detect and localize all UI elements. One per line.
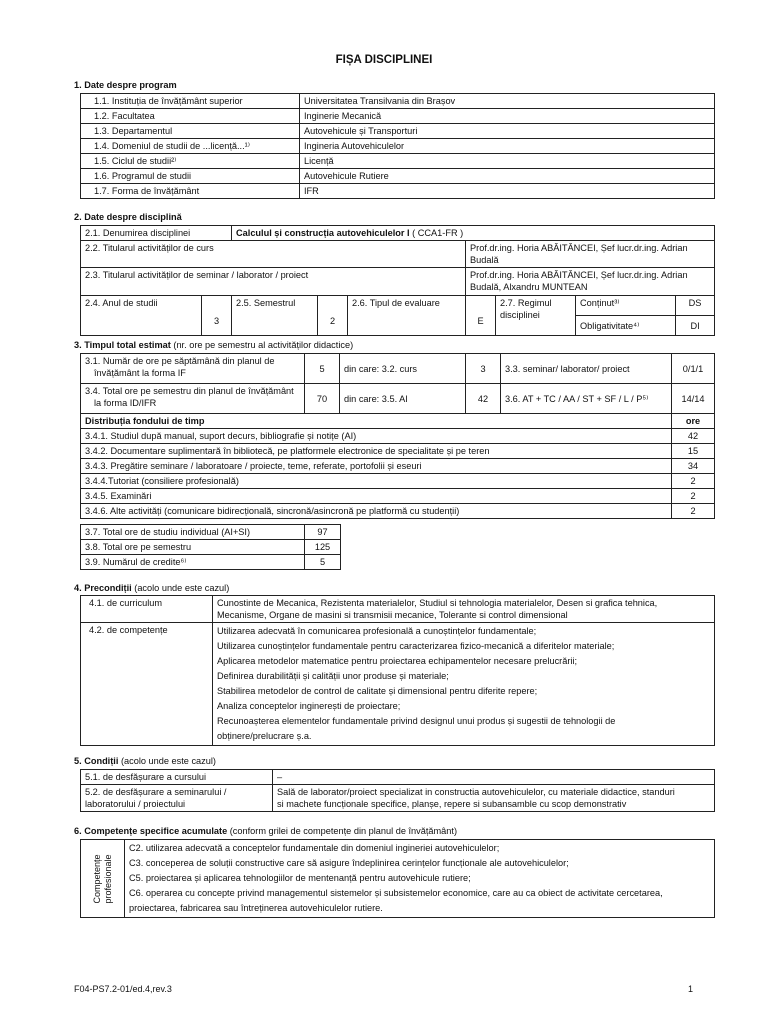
totals-table xyxy=(80,524,341,570)
curriculum-label: 4.1. de curriculum xyxy=(81,596,213,623)
seminar-conditions-label: 5.2. de desfășurare a seminarului / laboratorului / proiectului xyxy=(81,785,273,812)
content-label: Conținut³⁾ xyxy=(576,296,676,316)
competence-item: C5. proiectarea și aplicarea tehnologiilor de mentenanță pentru autovehicule rutiere; xyxy=(129,873,471,883)
distribution-row xyxy=(81,459,715,474)
weekly-hours-value: 5 xyxy=(305,354,340,384)
program-row xyxy=(81,169,715,184)
study-year-label: 2.4. Anul de studii xyxy=(81,296,202,336)
section-3-heading: 3. Timpul total estimat (nr. ore pe semestru al activităților didactice) xyxy=(74,340,354,350)
competence-line: obținere/prelucrare ș.a. xyxy=(217,731,312,741)
section-5-heading: 5. Condiții (acolo unde este cazul) xyxy=(74,756,216,766)
distribution-row-label: 3.4.1. Studiul după manual, suport decurs, bibliografie și notițe (AI) xyxy=(81,429,672,444)
program-row xyxy=(81,154,715,169)
preconditions-table xyxy=(80,595,715,746)
discipline-name-value: Calculul și construcția autovehiculelor I ( CCA1-FR ) xyxy=(232,226,715,241)
distribution-row xyxy=(81,444,715,459)
program-row xyxy=(81,139,715,154)
program-row xyxy=(81,109,715,124)
evaluation-label: 2.6. Tipul de evaluare xyxy=(348,296,466,336)
page-title: FIȘA DISCIPLINEI xyxy=(335,54,433,66)
weekly-hours-label: 3.1. Număr de ore pe săptămână din planul de învățământ la forma IF xyxy=(81,354,305,384)
course-conditions-label: 5.1. de desfășurare a cursului xyxy=(81,770,273,785)
program-row-value: Ingineria Autovehiculelor xyxy=(300,139,715,154)
competences-table xyxy=(80,839,715,918)
program-row-value: Universitatea Transilvania din Brașov xyxy=(300,94,715,109)
section-6-heading: 6. Competențe specifice acumulate (conform grilei de competențe din planul de învățământ) xyxy=(74,826,458,836)
distribution-row-value: 15 xyxy=(672,444,715,459)
obligation-label: Obligativitate⁴⁾ xyxy=(576,316,676,336)
study-year-value: 3 xyxy=(202,296,232,336)
program-row-label: 1.5. Ciclul de studii²⁾ xyxy=(81,154,300,169)
distribution-row-value: 2 xyxy=(672,474,715,489)
program-row-label: 1.6. Programul de studii xyxy=(81,169,300,184)
distribution-row-value: 42 xyxy=(672,429,715,444)
seminar-holder-value: Prof.dr.ing. Horia ABĂITĂNCEI, Șef lucr.dr.ing. Adrian Budală, Alxandru MUNTEAN xyxy=(466,268,715,296)
distribution-row-label: 3.4.3. Pregătire seminare / laboratoare / proiecte, teme, referate, portofolii și eseuri xyxy=(81,459,672,474)
program-row-label: 1.3. Departamentul xyxy=(81,124,300,139)
competence-line: Recunoașterea elementelor fundamentale privind designul unui produs și sugestii de tehnologii de xyxy=(217,716,616,726)
total-row-label: 3.7. Total ore de studiu individual (AI+SI) xyxy=(81,525,305,540)
program-row-label: 1.7. Forma de învățământ xyxy=(81,184,300,199)
distribution-unit: ore xyxy=(672,414,715,429)
program-row-value: Licență xyxy=(300,154,715,169)
program-row-label: 1.4. Domeniul de studii de ...licență...¹⁾ xyxy=(81,139,300,154)
ai-hours-value: 42 xyxy=(466,384,501,414)
distribution-row xyxy=(81,474,715,489)
course-holder-label: 2.2. Titularul activităților de curs xyxy=(81,241,466,268)
competence-item: C6. operarea cu concepte privind managementul sistemelor și subsistemelor economice, care au ca obiect de activitate cercetarea, xyxy=(129,888,663,898)
total-row-value: 97 xyxy=(305,525,341,540)
program-row-label: 1.1. Instituția de învățământ superior xyxy=(81,94,300,109)
distribution-row-value: 2 xyxy=(672,489,715,504)
semester-hours-value: 70 xyxy=(305,384,340,414)
competence-value xyxy=(213,623,715,746)
distribution-row-label: 3.4.6. Alte activități (comunicare bidirecțională, sincronă/asincronă pe platformă cu studenții) xyxy=(81,504,672,519)
document-code: F04-PS7.2-01/ed.4,rev.3 xyxy=(74,984,172,994)
obligation-value: DI xyxy=(676,316,715,336)
total-row-label: 3.9. Numărul de credite⁶⁾ xyxy=(81,555,305,570)
program-row-value: Autovehicule Rutiere xyxy=(300,169,715,184)
competence-line: Utilizarea cunoștințelor fundamentale pentru caracterizarea fizico-mecanică a diferitelor materiale; xyxy=(217,641,615,651)
total-row-value: 5 xyxy=(305,555,341,570)
competences-side-label: Competențe profesionale xyxy=(81,840,125,918)
competence-line: Stabilirea metodelor de control de calitate și dimensional pentru diferite repere; xyxy=(217,686,538,696)
distribution-row xyxy=(81,489,715,504)
program-row-label: 1.2. Facultatea xyxy=(81,109,300,124)
evaluation-value: E xyxy=(466,296,496,336)
course-hours-value: 3 xyxy=(466,354,501,384)
program-row-value: Autovehicule și Transporturi xyxy=(300,124,715,139)
competence-line: Definirea durabilității și calității unor produse și materiale; xyxy=(217,671,449,681)
competences-list xyxy=(125,840,715,918)
competence-line: Analiza conceptelor inginerești de proiectare; xyxy=(217,701,401,711)
competence-label: 4.2. de competențe xyxy=(81,623,213,746)
distribution-row-label: 3.4.5. Examinări xyxy=(81,489,672,504)
time-table xyxy=(80,353,715,519)
semester-hours-label: 3.4. Total ore pe semestru din planul de învățământ la forma ID/IFR xyxy=(81,384,305,414)
competence-line: Aplicarea metodelor matematice pentru proiectarea echipamentelor necesare prelucrării; xyxy=(217,656,578,666)
competence-item: C3. conceperea de soluții constructive care să asigure îndeplinirea cerințelor funcționale ale autovehiculelor; xyxy=(129,858,569,868)
program-row-value: IFR xyxy=(300,184,715,199)
section-1-heading: 1. Date despre program xyxy=(74,80,177,90)
distribution-label: Distribuția fondului de timp xyxy=(81,414,672,429)
curriculum-line: Mecanisme, Organe de masini si transmisii mecanice, Tolerante si control dimensional xyxy=(217,610,568,620)
seminar-hours-value: 0/1/1 xyxy=(672,354,715,384)
distribution-row-label: 3.4.4.Tutoriat (consiliere profesională) xyxy=(81,474,672,489)
program-row-value: Inginerie Mecanică xyxy=(300,109,715,124)
distribution-row-value: 2 xyxy=(672,504,715,519)
total-row-label: 3.8. Total ore pe semestru xyxy=(81,540,305,555)
semester-label: 2.5. Semestrul xyxy=(232,296,318,336)
competence-line: Utilizarea adecvată în comunicarea profesională a cunoștințelor fundamentale; xyxy=(217,626,537,636)
content-value: DS xyxy=(676,296,715,316)
seminar-holder-label: 2.3. Titularul activităților de seminar / laborator / proiect xyxy=(81,268,466,296)
discipline-table xyxy=(80,225,715,336)
program-row xyxy=(81,94,715,109)
discipline-name-label: 2.1. Denumirea disciplinei xyxy=(81,226,232,241)
at-hours-value: 14/14 xyxy=(672,384,715,414)
distribution-row xyxy=(81,504,715,519)
course-conditions-value: – xyxy=(273,770,715,785)
semester-value: 2 xyxy=(318,296,348,336)
course-holder-value: Prof.dr.ing. Horia ABĂITĂNCEI, Șef lucr.dr.ing. Adrian Budală xyxy=(466,241,715,268)
distribution-row xyxy=(81,429,715,444)
curriculum-line: Cunostinte de Mecanica, Rezistenta materialelor, Studiul si tehnologia materialelor, Desen si grafica tehnica, xyxy=(217,598,658,608)
program-table xyxy=(80,93,715,199)
seminar-conditions-value: Sală de laborator/proiect specializat in constructia autovehiculelor, cu materiale didactice, standuri si machete funcționale specifice, planșe, repere si subansamble cu scop demonstrativ xyxy=(273,785,715,812)
section-2-heading: 2. Date despre disciplină xyxy=(74,212,182,222)
section-4-heading: 4. Precondiții (acolo unde este cazul) xyxy=(74,583,230,593)
program-row xyxy=(81,184,715,199)
distribution-row-label: 3.4.2. Documentare suplimentară în bibliotecă, pe platformele electronice de specialitate și pe teren xyxy=(81,444,672,459)
total-row xyxy=(81,540,341,555)
ai-hours-label: din care: 3.5. AI xyxy=(340,384,466,414)
curriculum-value xyxy=(213,596,715,623)
conditions-table xyxy=(80,769,715,812)
program-row xyxy=(81,124,715,139)
seminar-hours-label: 3.3. seminar/ laborator/ proiect xyxy=(501,354,672,384)
distribution-row-value: 34 xyxy=(672,459,715,474)
total-row-value: 125 xyxy=(305,540,341,555)
competence-item: proiectarea, fabricarea sau întreținerea autovehiculelor rutiere. xyxy=(129,903,383,913)
course-hours-label: din care: 3.2. curs xyxy=(340,354,466,384)
at-hours-label: 3.6. AT + TC / AA / ST + SF / L / P⁵⁾ xyxy=(501,384,672,414)
page-number: 1 xyxy=(688,984,694,994)
total-row xyxy=(81,555,341,570)
regime-label: 2.7. Regimul disciplinei xyxy=(496,296,576,336)
competence-item: C2. utilizarea adecvată a conceptelor fundamentale din domeniul ingineriei autovehiculelor; xyxy=(129,843,500,853)
total-row xyxy=(81,525,341,540)
